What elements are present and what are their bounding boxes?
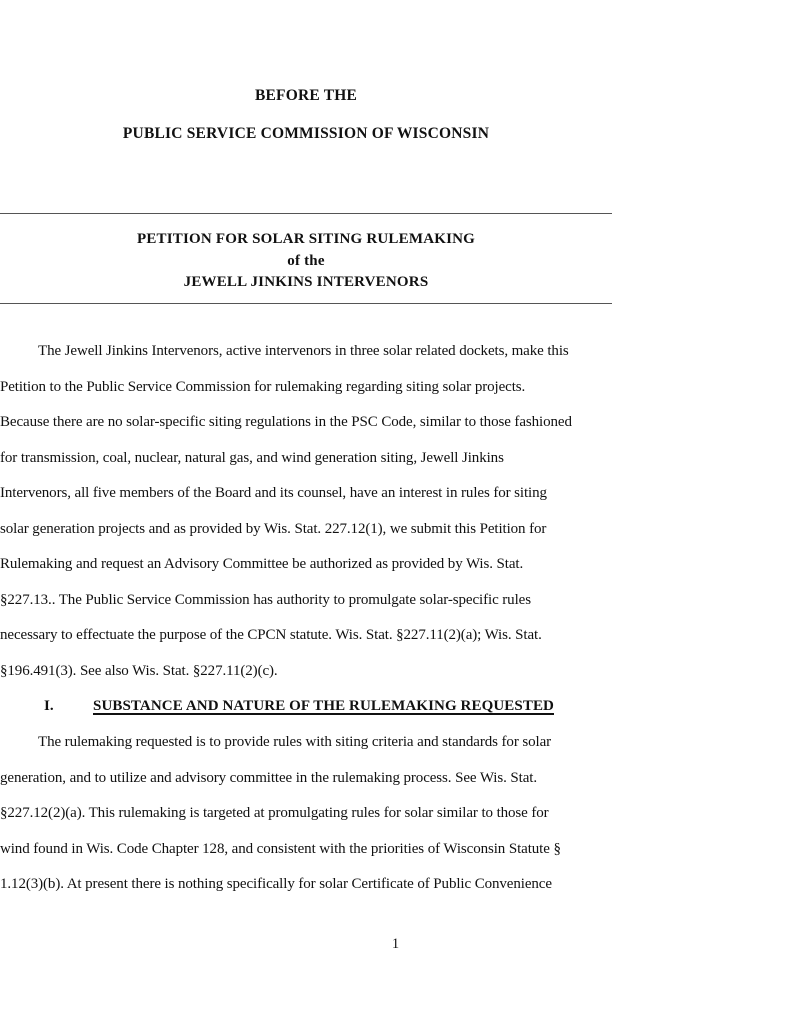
text-line: solar generation projects and as provided by Wis. Stat. 227.12(1), we submit this Petition for [0,520,547,537]
text-line: The Jewell Jinkins Intervenors, active intervenors in three solar related dockets, make this [38,343,569,359]
petition-title-line2: of the [287,252,325,269]
text-line: Rulemaking and request an Advisory Committee be authorized as provided by Wis. Stat. [0,556,524,573]
text-line: §227.13.. The Public Service Commission has authority to promulgate solar-specific rules [0,591,531,608]
paragraph-2 [0,725,612,903]
petition-title-line1: PETITION FOR SOLAR SITING RULEMAKING [136,231,476,247]
section-heading-1 [0,689,612,725]
text-line: for transmission, coal, nuclear, natural gas, and wind generation siting, Jewell Jinkins [0,449,504,466]
divider-bottom [0,303,612,304]
text-line: Petition to the Public Service Commission for rulemaking regarding siting solar projects. [0,378,526,395]
text-line: necessary to effectuate the purpose of the CPCN statute. Wis. Stat. §227.11(2)(a); Wis. Stat. [0,627,542,644]
text-line: Because there are no solar-specific siting regulations in the PSC Code, similar to those fashioned [0,414,572,431]
text-line: Intervenors, all five members of the Board and its counsel, have an interest in rules for siting [0,485,547,502]
section-title: SUBSTANCE AND NATURE OF THE RULEMAKING REQUESTED [93,698,554,715]
petition-title-block [0,229,612,294]
text-line: 1.12(3)(b). At present there is nothing specifically for solar Certificate of Public Convenience [0,876,552,893]
petition-title-line3: JEWELL JINKINS INTERVENORS [183,274,429,290]
paragraph-1 [0,334,612,689]
text-line: The rulemaking requested is to provide rules with siting criteria and standards for solar [38,734,552,751]
section-number: I. [44,698,54,715]
divider-top [0,213,612,214]
text-line: §196.491(3). See also Wis. Stat. §227.11(2)(c). [0,662,278,679]
text-line: §227.12(2)(a). This rulemaking is targeted at promulgating rules for solar similar to those for [0,805,549,822]
text-line: wind found in Wis. Code Chapter 128, and consistent with the priorities of Wisconsin Statute § [0,840,561,857]
text-line: generation, and to utilize and advisory committee in the rulemaking process. See Wis. Stat. [0,769,537,786]
court-header [0,86,612,144]
document-body [0,334,612,903]
header-before-the: BEFORE THE [254,87,358,104]
header-commission-name: PUBLIC SERVICE COMMISSION OF WISCONSIN [122,125,490,142]
page-number: 1 [391,936,400,952]
